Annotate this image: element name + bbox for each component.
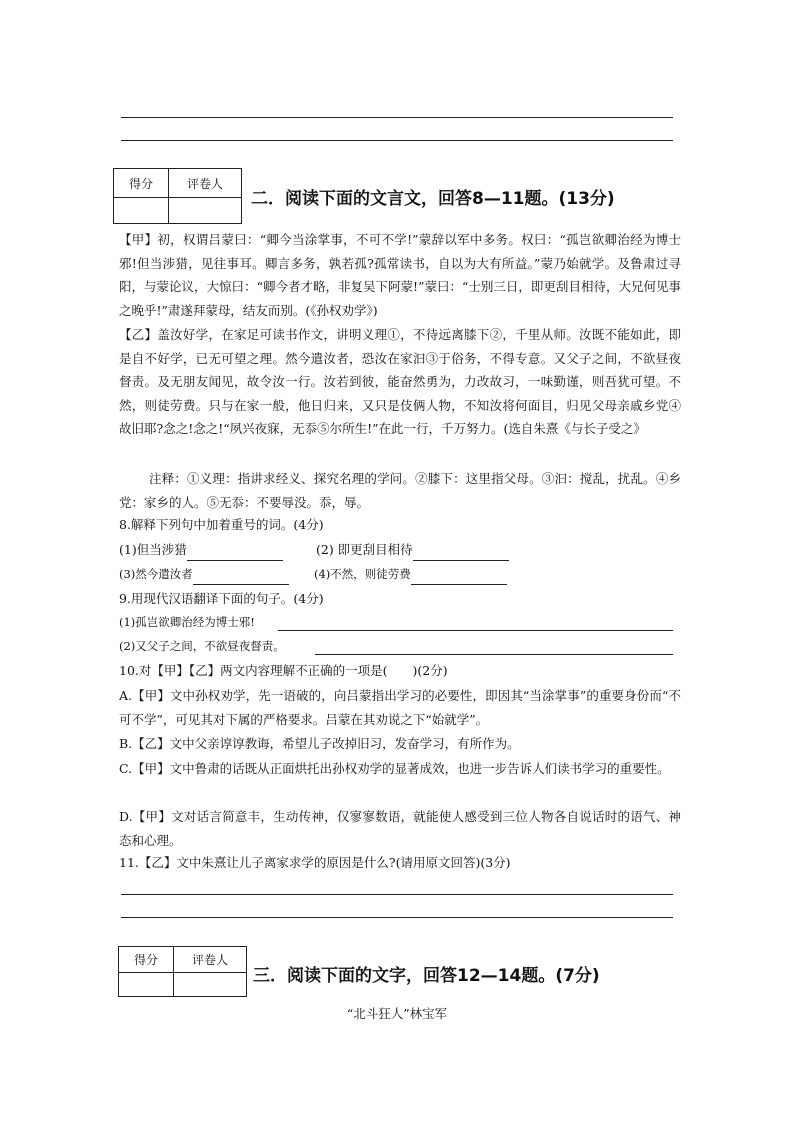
- section-3-title: 三．阅读下面的文字，回答12—14题。(7分): [253, 966, 600, 986]
- q8-item-2: [316, 539, 509, 561]
- passage-jia: 【甲】初，权谓吕蒙曰：“卿今当涂掌事，不可不学!”蒙辞以军中多务。权曰：“孤岂欲卿治经为博士邪!但当涉猎，见往事耳。卿言多务，孰若孤?孤常读书，自以为大有所益。”蒙乃始就学。及鲁肃过寻阳，与蒙论议，大惊曰：“卿今者才略，非复吴下阿蒙!”蒙曰：“士别三日，即更刮目相待，大兄何见事之晚乎!”肃遂拜蒙母，结友而别。(《孙权劝学》): [119, 232, 681, 318]
- q11-stem: 11.【乙】文中朱熹让儿子离家求学的原因是什么?(请用原文回答)(3分): [119, 855, 511, 870]
- grader-cell[interactable]: [169, 198, 242, 224]
- q10-stem: 10.对【甲】【乙】两文内容理解不正确的一项是( )(2分): [119, 663, 448, 678]
- q10-option-c[interactable]: C.【甲】文中鲁肃的话既从正面烘托出孙权劝学的显著成效，也进一步告诉人们读书学习的重要性。: [119, 761, 670, 776]
- q10-option-d[interactable]: D.【甲】文对话言简意丰，生动传神，仅寥寥数语，就能使人感受到三位人物各自说话时的语气、神态和心理。: [119, 809, 681, 848]
- annotation-notes: 注释：①义理：指讲求经义、探究名理的学问。②膝下：这里指父母。③汩：搅乱，扰乱。④乡党：家乡的人。⑤无忝：不要辱没。忝，辱。: [119, 471, 681, 510]
- q10-option-b[interactable]: B.【乙】文中父亲谆谆教诲，希望儿子改掉旧习，发奋学习，有所作为。: [119, 736, 520, 751]
- q11-answer-line-1[interactable]: [121, 894, 673, 895]
- q8-item-2-text: (2) 即更刮目相待: [316, 542, 413, 557]
- q8-item-1-text: (1)但当涉猎: [119, 542, 187, 557]
- q8-item-3: [119, 563, 289, 585]
- score-cell[interactable]: [114, 198, 169, 224]
- q8-answer-blank-2[interactable]: [413, 545, 509, 561]
- q8-answer-blank-1[interactable]: [187, 545, 283, 561]
- q8-item-1: [119, 539, 283, 561]
- q8-item-4-text: (4)不然，则徒劳费: [314, 567, 411, 581]
- q10-option-a[interactable]: A.【甲】文中孙权劝学，先一语破的，向吕蒙指出学习的必要性，即因其“当涂掌事”的重要身份而“不可不学”，可见其对下属的严格要求。吕蒙在其劝说之下“始就学”。: [119, 688, 681, 727]
- q9-item-2: (2)又父子之间，不欲昼夜督责。: [119, 639, 285, 653]
- q8-answer-blank-4[interactable]: [411, 569, 507, 585]
- q8-item-4: [314, 563, 507, 585]
- grader-label-2: 评卷人: [174, 947, 247, 973]
- q8-answer-blank-3[interactable]: [193, 569, 289, 585]
- score-cell-2[interactable]: [119, 973, 174, 997]
- q9-answer-line-2[interactable]: [315, 654, 673, 655]
- grader-label: 评卷人: [169, 169, 242, 198]
- grader-cell-2[interactable]: [174, 973, 247, 997]
- score-label-2: 得分: [119, 947, 174, 973]
- q9-item-1: (1)孤岂欲卿治经为博士邪!: [119, 615, 255, 629]
- q9-stem: 9.用现代汉语翻译下面的句子。(4分): [119, 591, 324, 606]
- score-label: 得分: [114, 169, 169, 198]
- answer-line: [121, 117, 673, 118]
- section-2-title: 二．阅读下面的文言文，回答8—11题。(13分): [251, 189, 615, 209]
- score-table-2: [118, 946, 247, 997]
- passage-yi: 【乙】盖汝好学，在家足可读书作文，讲明义理①，不待远离膝下②，千里从师。汝既不能如此，即是自不好学，已无可望之理。然今遣汝者，恐汝在家汩③于俗务，不得专意。又父子之间，不欲昼夜督责。及无朋友闻见，故令汝一行。汝若到彼，能奋然勇为，力改故习，一味勤谨，则吾犹可望。不然，则徒劳费。只与在家一般，他日归来，又只是伎俩人物，不知汝将何面目，归见父母亲戚乡党④故旧耶?念之!念之!“夙兴夜寐，无忝⑤尔所生!”在此一行，千万努力。(选自朱熹《与长子受之》: [119, 327, 681, 436]
- q9-answer-line-1[interactable]: [278, 630, 673, 631]
- score-table: [113, 168, 242, 224]
- q11-answer-line-2[interactable]: [121, 917, 673, 918]
- answer-line: [121, 140, 673, 141]
- article-title: “北斗狂人”林宝军: [346, 1006, 448, 1021]
- q8-item-3-text: (3)然今遣汝者: [119, 567, 193, 581]
- q8-stem: 8.解释下列句中加着重号的词。(4分): [119, 517, 324, 532]
